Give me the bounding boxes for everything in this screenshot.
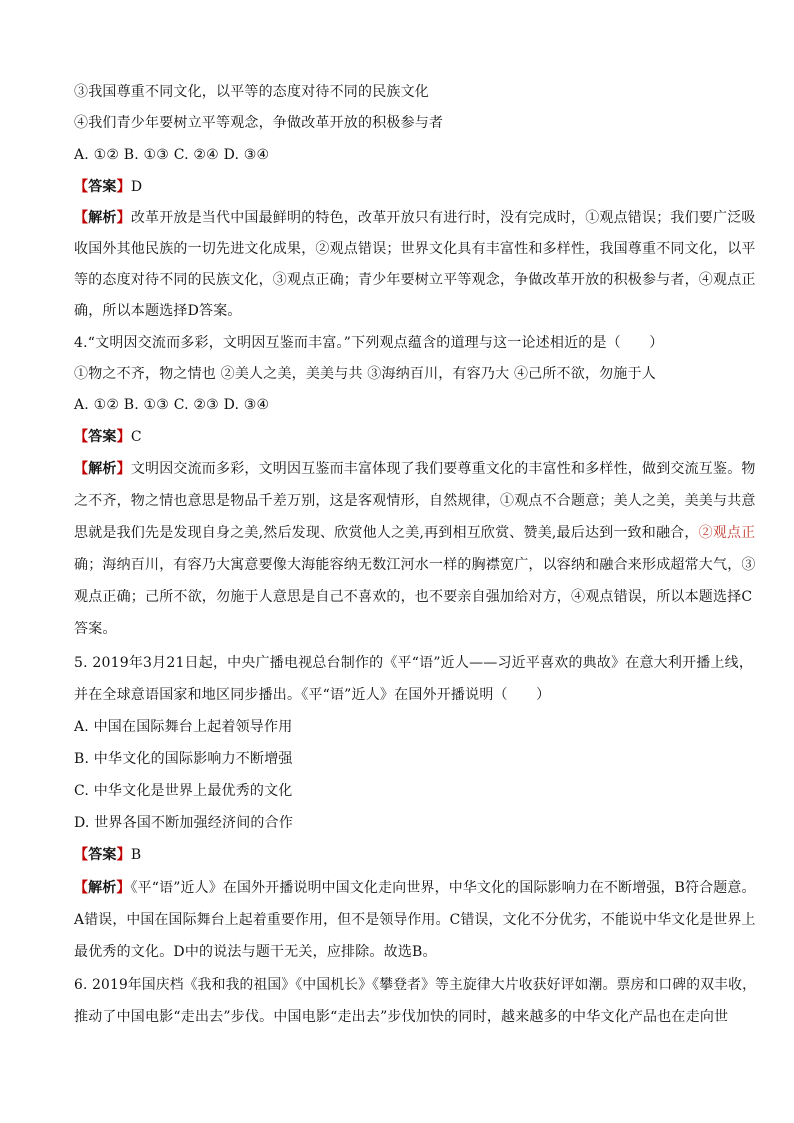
option-a: A. 中国在国际舞台上起着领导作用: [74, 719, 293, 735]
question-6-stem: 推动了中国电影“走出去”步伐。中国电影“走出去”步伐加快的同时，越来越多的中华文化产品也在走向世: [74, 1009, 729, 1025]
explanation-text: 改革开放是当代中国最鲜明的特色，改革开放只有进行时，没有完成时，①观点错误；我们要广泛吸: [130, 210, 756, 226]
open-bracket: 【: [74, 210, 89, 226]
explanation-text: 文明因交流而多彩，文明因互鉴而丰富体现了我们要尊重文化的丰富性和多样性，做到交流互鉴。物: [130, 461, 756, 477]
explanation-line: [74, 209, 754, 227]
option-d: D. 世界各国不断加强经济间的合作: [74, 815, 294, 831]
option-c: C. 中华文化是世界上最优秀的文化: [74, 783, 293, 799]
answer-line: [74, 178, 754, 196]
highlighted-text: ②观点正: [698, 525, 756, 541]
explanation-line: 答案。: [74, 621, 117, 637]
explanation-line: [74, 460, 754, 478]
question-4-stem: 4.“文明因交流而多彩，文明因互鉴而丰富。”下列观点蕴含的道理与这一论述相近的是（ ）: [74, 335, 664, 351]
close-bracket: 】: [116, 210, 131, 226]
explanation-line: [74, 879, 756, 897]
answer-line: [74, 428, 754, 446]
answer-label: 答案: [88, 847, 117, 863]
answer-line: [74, 846, 754, 864]
question-4-options: ①物之不齐，物之情也 ②美人之美，美美与共 ③海纳百川，有容乃大 ④己所不欲，勿施于人: [74, 366, 656, 382]
option-line-4: ④我们青少年要树立平等观念，争做改革开放的积极参与者: [74, 115, 444, 131]
option-line-3: ③我国尊重不同文化，以平等的态度对待不同的民族文化: [74, 84, 429, 100]
answer-label: 答案: [88, 179, 117, 195]
explanation-line: 收国外其他民族的一切先进文化成果，②观点错误；世界文化具有丰富性和多样性，我国尊重不同文化，以平: [74, 241, 756, 257]
explanation-line: 确，所以本题选择D答案。: [74, 303, 242, 319]
open-bracket: 【: [74, 429, 89, 445]
explanation-line: 确；海纳百川，有容乃大寓意要像大海能容纳无数江河水一样的胸襟宽广，以容纳和融合来形成超常大气，③: [74, 557, 756, 573]
answer-value: D: [130, 179, 143, 195]
explanation-line: 等的态度对待不同的民族文化，③观点正确；青少年要树立平等观念，争做改革开放的积极参与者，④观点正: [74, 272, 756, 288]
choices-line: A. ①② B. ①③ C. ②③ D. ③④: [74, 397, 270, 413]
answer-label: 答案: [88, 429, 117, 445]
open-bracket: 【: [74, 880, 89, 896]
close-bracket: 】: [116, 429, 131, 445]
explanation-line: 观点正确；己所不欲，勿施于人意思是自己不喜欢的，也不要亲自强加给对方，④观点错误，所以本题选择C: [74, 589, 753, 605]
close-bracket: 】: [116, 461, 131, 477]
option-b: B. 中华文化的国际影响力不断增强: [74, 751, 293, 767]
explanation-line: [74, 524, 754, 542]
explanation-label: 解析: [88, 210, 117, 226]
explanation-line: 最优秀的文化。D中的说法与题干无关，应排除。故选B。: [74, 944, 437, 960]
close-bracket: 】: [116, 847, 131, 863]
explanation-text: 《平“语”近人》在国外开播说明中国文化走向世界，中华文化的国际影响力在不断增强，B符合题意。: [130, 880, 756, 896]
question-5-stem: 5. 2019年3月21日起，中央广播电视总台制作的《平“语”近人——习近平喜欢的典故》在意大利开播上线，: [74, 655, 754, 671]
question-6-stem: 6. 2019年国庆档《我和我的祖国》《中国机长》《攀登者》等主旋律大片收获好评如潮。票房和口碑的双丰收，: [74, 977, 757, 993]
answer-value: C: [130, 429, 142, 445]
close-bracket: 】: [116, 880, 131, 896]
open-bracket: 【: [74, 847, 89, 863]
explanation-text: 思就是我们先是发现自身之美,然后发现、欣赏他人之美,再到相互欣赏、赞美,最后达到一致和融合，: [74, 525, 699, 541]
question-5-stem: 并在全球意语国家和地区同步播出。《平“语”近人》在国外开播说明（ ）: [74, 687, 551, 703]
explanation-label: 解析: [88, 880, 117, 896]
choices-line: A. ①② B. ①③ C. ②④ D. ③④: [74, 147, 270, 163]
explanation-label: 解析: [88, 461, 117, 477]
open-bracket: 【: [74, 179, 89, 195]
close-bracket: 】: [116, 179, 131, 195]
explanation-line: 之不齐，物之情也意思是物品千差万别，这是客观情形，自然规律，①观点不合题意；美人之美，美美与共意: [74, 493, 756, 509]
explanation-line: A错误，中国在国际舞台上起着重要作用，但不是领导作用。C错误，文化不分优劣，不能说中华文化是世界上: [74, 912, 756, 928]
open-bracket: 【: [74, 461, 89, 477]
answer-value: B: [130, 847, 142, 863]
